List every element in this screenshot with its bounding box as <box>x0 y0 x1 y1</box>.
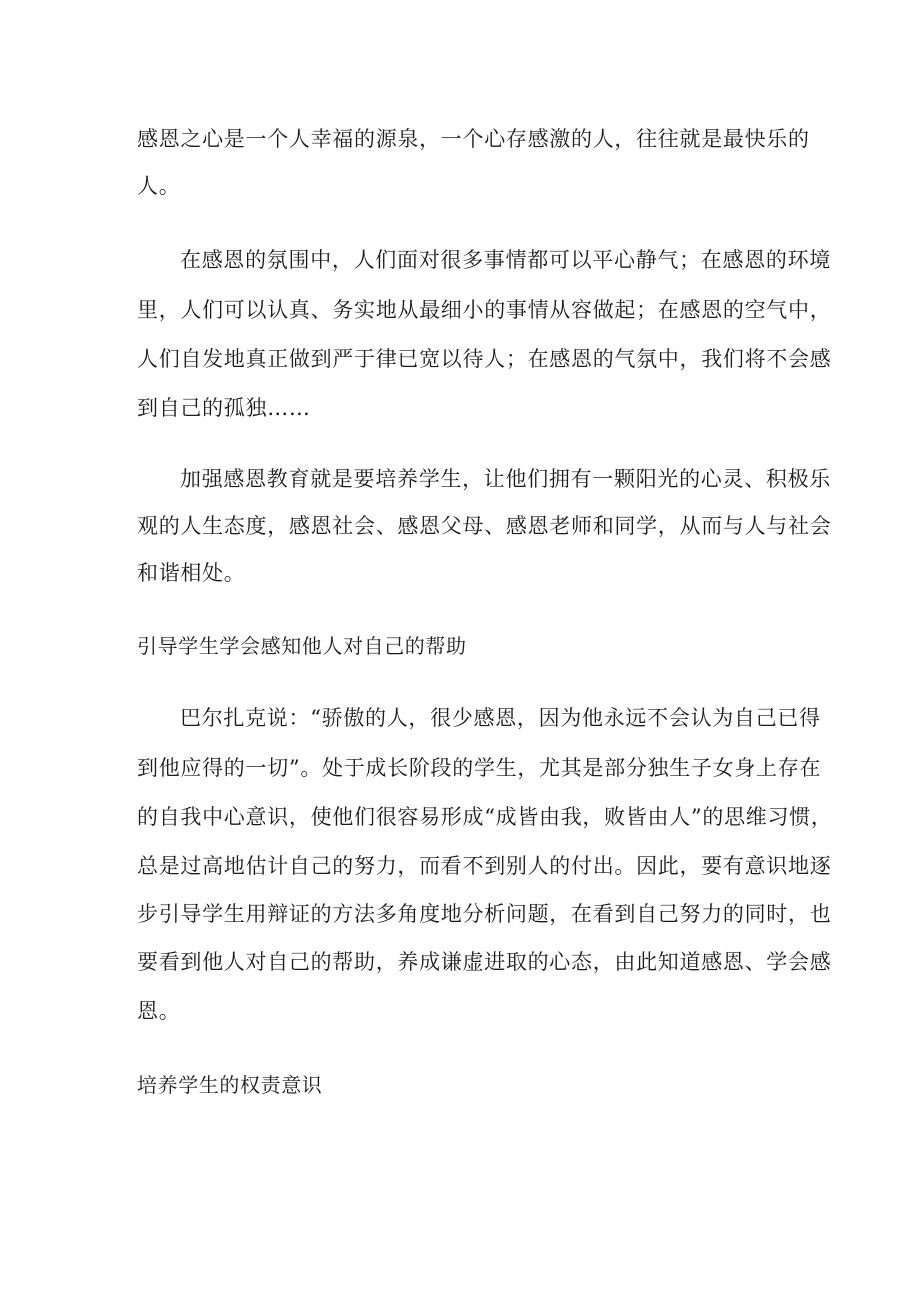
paragraph-line: 到他应得的一切”。处于成长阶段的学生，尤其是部分独生子女身上存在 <box>137 756 822 780</box>
paragraph-line: 观的人生态度，感恩社会、感恩父母、感恩老师和同学，从而与人与社会 <box>137 514 832 538</box>
paragraph-line: 感恩之心是一个人幸福的源泉，一个心存感激的人，往往就是最快乐的 <box>137 127 810 151</box>
section-heading: 引导学生学会感知他人对自己的帮助 <box>137 634 467 658</box>
paragraph-line: 步引导学生用辩证的方法多角度地分析问题，在看到自己努力的同时，也 <box>137 902 832 926</box>
paragraph-line: 巴尔扎克说：“骄傲的人，很少感恩，因为他永远不会认为自己已得 <box>180 706 821 730</box>
paragraph-line: 的自我中心意识，使他们很容易形成“成皆由我，败皆由人”的思维习惯， <box>137 805 833 829</box>
paragraph-line: 恩。 <box>137 999 181 1023</box>
paragraph-line: 总是过高地估计自己的努力，而看不到别人的付出。因此，要有意识地逐 <box>137 854 832 878</box>
paragraph-line: 和谐相处。 <box>137 561 246 585</box>
section-heading: 培养学生的权责意识 <box>137 1073 323 1097</box>
paragraph-line: 到自己的孤独…… <box>137 396 311 420</box>
paragraph-line: 人。 <box>137 174 181 198</box>
paragraph-line: 里，人们可以认真、务实地从最细小的事情从容做起；在感恩的空气中， <box>137 298 832 322</box>
paragraph-line: 加强感恩教育就是要培养学生，让他们拥有一颗阳光的心灵、积极乐 <box>180 467 831 491</box>
paragraph-line: 人们自发地真正做到严于律已宽以待人；在感恩的气氛中，我们将不会感 <box>137 347 832 371</box>
paragraph-line: 在感恩的氛围中，人们面对很多事情都可以平心静气；在感恩的环境 <box>180 248 831 272</box>
paragraph-line: 要看到他人对自己的帮助，养成谦虚进取的心态，由此知道感恩、学会感 <box>137 950 832 974</box>
